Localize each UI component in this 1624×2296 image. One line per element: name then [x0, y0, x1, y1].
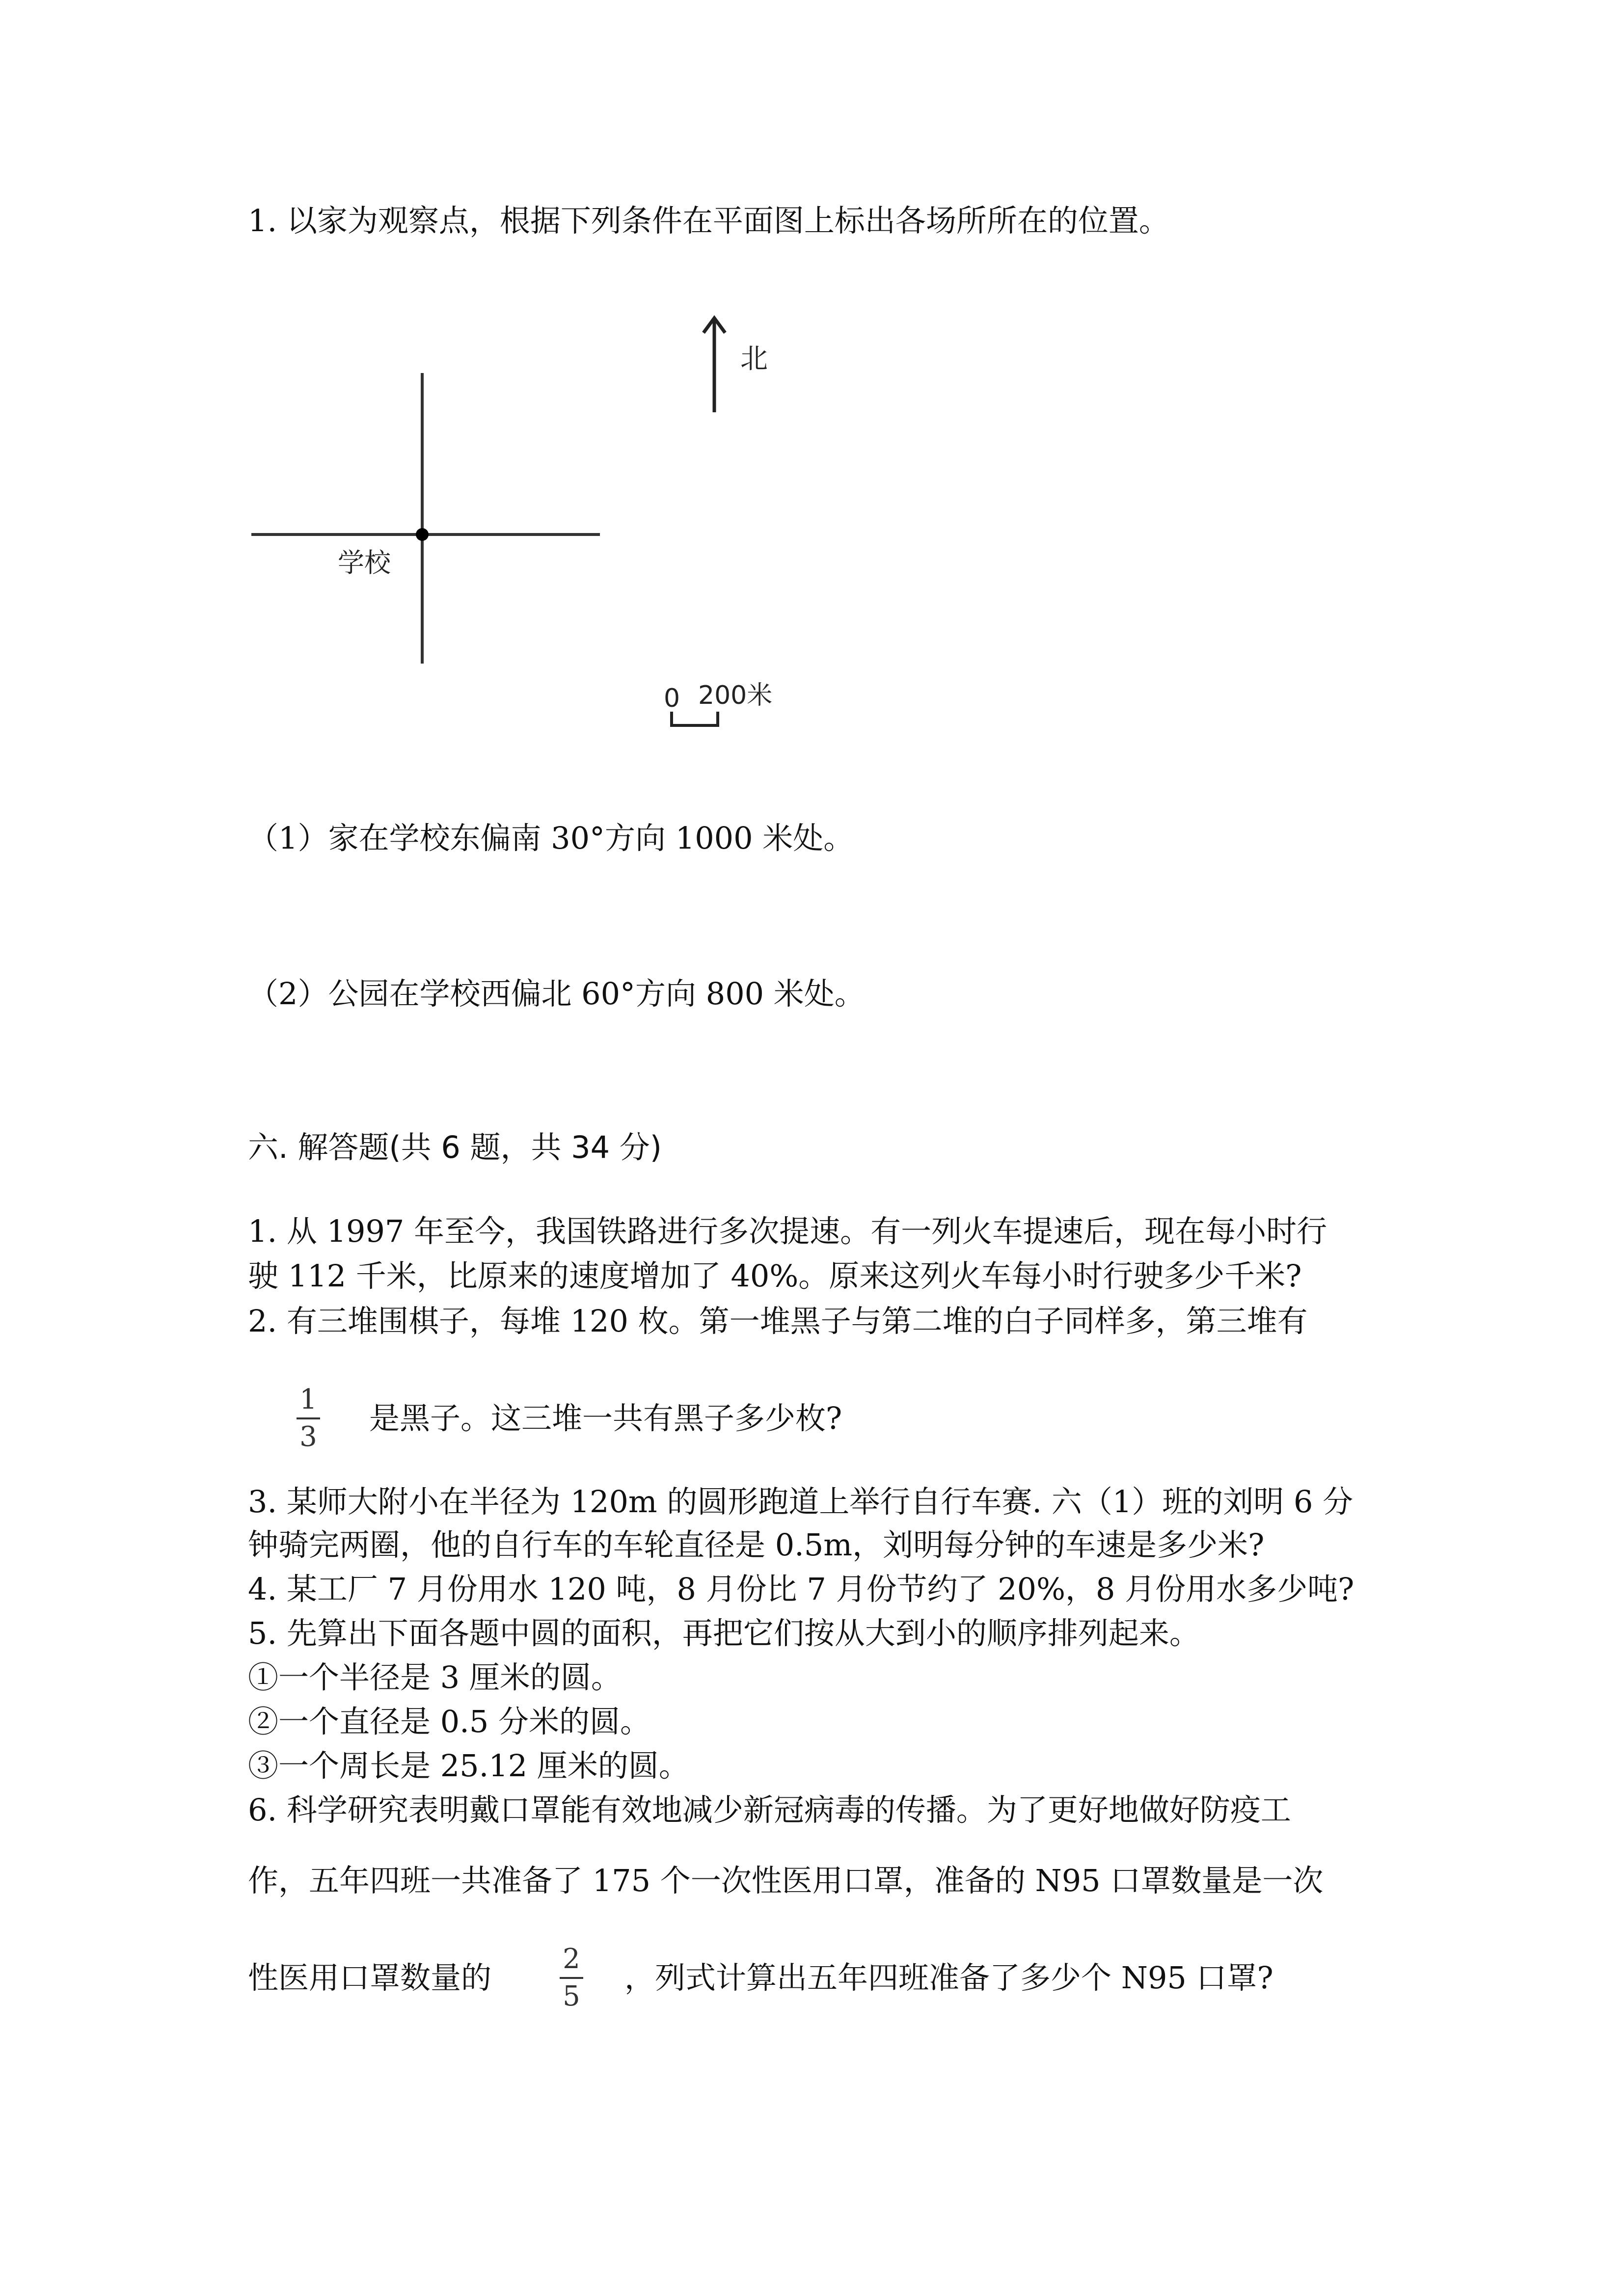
problem1-line2: 驶 112 千米，比原来的速度增加了 40%。原来这列火车每小时行驶多少千米?: [248, 1258, 1302, 1294]
problem4: 4. 某工厂 7 月份用水 120 吨，8 月份比 7 月份节约了 20%，8 月份用水多少吨?: [248, 1571, 1354, 1607]
section6-heading: 六. 解答题(共 6 题，共 34 分): [248, 1129, 662, 1165]
problem3-line2: 钟骑完两圈，他的自行车的车轮直径是 0.5m，刘明每分钟的车速是多少米?: [248, 1527, 1265, 1563]
problem3-line1: 3. 某师大附小在半径为 120m 的圆形跑道上举行自行车赛. 六（1）班的刘明 6 分: [248, 1484, 1353, 1520]
fraction-denominator: 5: [563, 1980, 580, 2012]
position-diagram: [0, 0, 1624, 785]
north-label: 北: [740, 343, 768, 375]
scale-bar: [672, 712, 718, 727]
problem6-line2: 作，五年四班一共准备了 175 个一次性医用口罩，准备的 N95 口罩数量是一次: [248, 1863, 1324, 1898]
problem5-item2: ②一个直径是 0.5 分米的圆。: [248, 1704, 651, 1739]
problem2-fraction: [289, 1384, 328, 1453]
problem6-fraction: [552, 1944, 591, 2012]
fraction-denominator: 3: [299, 1421, 317, 1453]
q1-part1: （1）家在学校东偏南 30°方向 1000 米处。: [248, 820, 854, 856]
problem5-line1: 5. 先算出下面各题中圆的面积，再把它们按从大到小的顺序排列起来。: [248, 1615, 1200, 1651]
problem6-line1: 6. 科学研究表明戴口罩能有效地减少新冠病毒的传播。为了更好地做好防疫工: [248, 1792, 1291, 1828]
fraction-numerator: 1: [299, 1384, 317, 1415]
scale-value-label: 200米: [698, 681, 773, 710]
problem5-item1: ①一个半径是 3 厘米的圆。: [248, 1659, 622, 1695]
problem2-line2: 是黑子。这三堆一共有黑子多少枚?: [369, 1400, 842, 1436]
fraction-bar: [297, 1417, 320, 1419]
problem2-line1: 2. 有三堆围棋子，每堆 120 枚。第一堆黑子与第二堆的白子同样多，第三堆有: [248, 1303, 1308, 1339]
school-point: [416, 528, 429, 541]
fraction-numerator: 2: [563, 1943, 580, 1975]
problem6-line3b: ，列式计算出五年四班准备了多少个 N95 口罩?: [624, 1960, 1273, 1996]
problem6-line3a: 性医用口罩数量的: [248, 1960, 492, 1996]
north-arrow-icon: [704, 318, 725, 412]
q1-part2: （2）公园在学校西偏北 60°方向 800 米处。: [248, 976, 865, 1012]
q1-title: 1. 以家为观察点，根据下列条件在平面图上标出各场所所在的位置。: [248, 203, 1169, 239]
fraction-bar: [560, 1977, 583, 1979]
problem1-line1: 1. 从 1997 年至今，我国铁路进行多次提速。有一列火车提速后，现在每小时行: [248, 1213, 1327, 1249]
scale-zero-label: 0: [664, 684, 680, 713]
school-label: 学校: [338, 547, 391, 578]
problem5-item3: ③一个周长是 25.12 厘米的圆。: [248, 1748, 689, 1784]
